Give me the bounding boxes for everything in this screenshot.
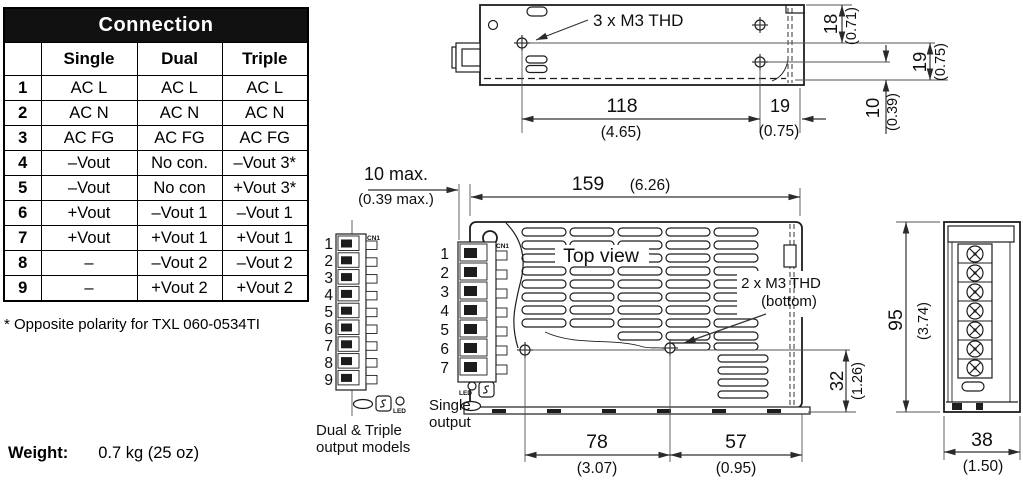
value-cell: +Vout 3* xyxy=(222,176,308,201)
value-cell: AC N xyxy=(222,101,308,126)
bracket-tab xyxy=(784,245,796,267)
caption-single-2: output xyxy=(429,414,471,431)
dim-159-in: (6.26) xyxy=(629,177,671,194)
adjust-icon xyxy=(479,382,494,397)
dim-32-in: (1.26) xyxy=(850,362,866,400)
vent-slot xyxy=(526,56,547,63)
weight-value: 0.7 kg (25 oz) xyxy=(98,444,200,462)
caption-dual-1: Dual & Triple xyxy=(316,422,402,439)
svg-text:9: 9 xyxy=(324,372,333,389)
dim-10max-in: (0.39 max.) xyxy=(358,191,434,208)
value-cell: AC N xyxy=(137,101,222,126)
pin-numbers-dual xyxy=(324,236,333,389)
value-cell: No con. xyxy=(137,151,222,176)
value-cell: AC N xyxy=(41,101,137,126)
svg-text:5: 5 xyxy=(440,322,449,339)
adjust-icon xyxy=(376,396,391,411)
svg-text:1: 1 xyxy=(440,246,449,263)
value-cell: AC L xyxy=(137,76,222,101)
value-cell: +Vout 2 xyxy=(137,276,222,302)
pin-cell: 2 xyxy=(4,101,41,126)
top-flange xyxy=(948,226,1014,242)
thread-label: 3 x M3 THD xyxy=(593,11,684,30)
dim-95-in: (3.74) xyxy=(916,302,932,340)
svg-text:8: 8 xyxy=(324,355,333,372)
svg-text:6: 6 xyxy=(324,321,333,338)
svg-text:3: 3 xyxy=(324,270,333,287)
dim-159-mm: 159 xyxy=(571,173,605,195)
dim-10max-mm: 10 max. xyxy=(363,164,429,184)
value-cell: –Vout 2 xyxy=(137,251,222,276)
dim-10-in: (0.39) xyxy=(885,93,901,131)
mount-slot xyxy=(354,400,373,409)
side-view-drawing xyxy=(452,5,949,141)
pin-numbers-single xyxy=(440,246,449,377)
led-indicator xyxy=(396,397,404,405)
value-cell: +Vout xyxy=(41,226,137,251)
value-cell: –Vout 1 xyxy=(137,201,222,226)
table-title: Connection xyxy=(4,8,308,43)
thread-label-line1: 2 x M3 THD xyxy=(741,275,821,292)
dim-19-end-in: (0.75) xyxy=(758,123,800,140)
led-label: LED xyxy=(393,408,406,415)
dim-18-mm: 18 xyxy=(820,13,841,35)
value-cell: AC FG xyxy=(41,126,137,151)
led-label: LED xyxy=(459,390,472,397)
value-cell: No con xyxy=(137,176,222,201)
dim-57-mm: 57 xyxy=(725,431,747,453)
cn1-label: CN1 xyxy=(367,235,381,242)
end-view-drawing xyxy=(885,222,1020,475)
pin-cell: 3 xyxy=(4,126,41,151)
pin-cell: 6 xyxy=(4,201,41,226)
dim-78-in: (3.07) xyxy=(576,460,618,477)
dim-38-mm: 38 xyxy=(971,429,993,451)
table-footnote: * Opposite polarity for TXL 060-0534TI xyxy=(4,316,260,333)
dim-19-end-mm: 19 xyxy=(769,96,791,116)
base-foot xyxy=(952,403,962,410)
value-cell: +Vout 1 xyxy=(222,226,308,251)
value-cell: – xyxy=(41,276,137,302)
svg-text:6: 6 xyxy=(440,341,449,358)
vent-slot xyxy=(527,7,547,16)
dim-32-mm: 32 xyxy=(826,370,847,392)
value-cell: –Vout xyxy=(41,151,137,176)
thread-label-line2: (bottom) xyxy=(761,293,817,310)
pin-cell: 1 xyxy=(4,76,41,101)
svg-text:2: 2 xyxy=(324,253,333,270)
value-cell: –Vout 3* xyxy=(222,151,308,176)
dim-57-in: (0.95) xyxy=(715,460,757,477)
dim-19-right-in: (0.75) xyxy=(933,43,949,81)
mounting-base xyxy=(464,407,810,414)
pin-cell: 7 xyxy=(4,226,41,251)
dim-118-in: (4.65) xyxy=(600,124,642,141)
top-view-drawing xyxy=(316,164,866,477)
col-header-dual: Dual xyxy=(137,43,222,76)
dim-95-mm: 95 xyxy=(885,309,907,331)
svg-text:4: 4 xyxy=(440,303,449,320)
value-cell: +Vout xyxy=(41,201,137,226)
base-foot xyxy=(976,403,983,410)
svg-text:1: 1 xyxy=(324,236,333,253)
dim-38-in: (1.50) xyxy=(962,458,1004,475)
value-cell: AC FG xyxy=(137,126,222,151)
col-header-triple: Triple xyxy=(222,43,308,76)
svg-text:7: 7 xyxy=(440,360,449,377)
pin-cell: 8 xyxy=(4,251,41,276)
caption-single-1: Single xyxy=(429,397,471,414)
value-cell: AC L xyxy=(41,76,137,101)
cn1-label: CN1 xyxy=(496,243,510,250)
vent-slot xyxy=(526,66,547,73)
dim-19-right-mm: 19 xyxy=(909,51,930,73)
value-cell: AC FG xyxy=(222,126,308,151)
corner-hole xyxy=(489,21,498,30)
dim-78-mm: 78 xyxy=(586,431,608,453)
pin-cell: 5 xyxy=(4,176,41,201)
top-view-label: Top view xyxy=(563,245,639,267)
svg-text:2: 2 xyxy=(440,265,449,282)
weight-label: Weight: xyxy=(8,444,69,462)
dim-18-in: (0.71) xyxy=(844,7,860,45)
terminal-block-dual xyxy=(336,220,406,416)
value-cell: AC L xyxy=(222,76,308,101)
dim-10-mm: 10 xyxy=(862,97,883,119)
value-cell: – xyxy=(41,251,137,276)
pin-cell: 9 xyxy=(4,276,41,302)
ac-inlet-connector xyxy=(452,43,480,72)
mount-slot xyxy=(962,382,984,391)
led-indicator xyxy=(468,382,476,390)
value-cell: –Vout 1 xyxy=(222,201,308,226)
value-cell: –Vout xyxy=(41,176,137,201)
caption-dual-2: output models xyxy=(316,439,411,456)
svg-text:3: 3 xyxy=(440,284,449,301)
col-header-single: Single xyxy=(41,43,137,76)
value-cell: +Vout 1 xyxy=(137,226,222,251)
pin-cell: 4 xyxy=(4,151,41,176)
terminal-strip xyxy=(958,244,992,378)
value-cell: –Vout 2 xyxy=(222,251,308,276)
value-cell: +Vout 2 xyxy=(222,276,308,302)
svg-text:7: 7 xyxy=(324,338,333,355)
svg-text:4: 4 xyxy=(324,287,333,304)
dim-118-mm: 118 xyxy=(606,95,638,117)
svg-text:5: 5 xyxy=(324,304,333,321)
